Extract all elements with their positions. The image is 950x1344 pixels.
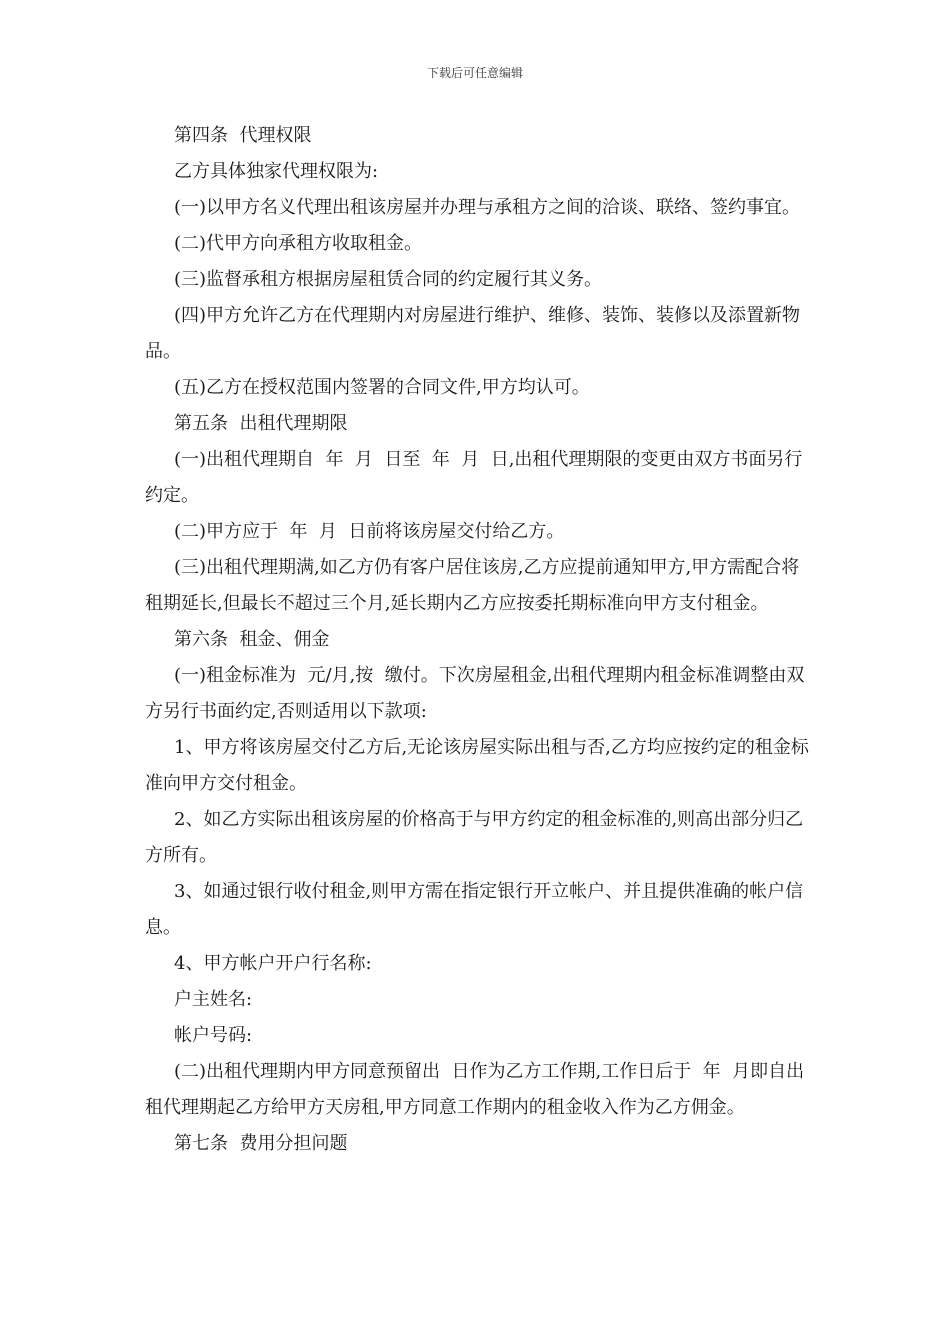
paragraph: (二)甲方应于 年 月 日前将该房屋交付给乙方。 bbox=[174, 521, 565, 542]
paragraph: (四)甲方允许乙方在代理期内对房屋进行维护、维修、装饰、装修以及添置新物品。 bbox=[145, 305, 801, 362]
paragraph: 3、如通过银行收付租金,则甲方需在指定银行开立帐户、并且提供准确的帐户信息。 bbox=[145, 881, 804, 938]
article-7-heading: 第七条 费用分担问题 bbox=[174, 1133, 348, 1154]
paragraph: 户主姓名: bbox=[174, 989, 253, 1010]
paragraph: (二)代甲方向承租方收取租金。 bbox=[174, 233, 423, 254]
paragraph: (五)乙方在授权范围内签署的合同文件,甲方均认可。 bbox=[174, 377, 590, 398]
paragraph: 帐户号码: bbox=[174, 1025, 253, 1046]
paragraph: (一)租金标准为 元/月,按 缴付。下次房屋租金,出租代理期内租金标准调整由双方另行书面约定,否则适用以下款项: bbox=[145, 665, 805, 722]
paragraph: (三)出租代理期满,如乙方仍有客户居住该房,乙方应提前通知甲方,甲方需配合将租期延长,但最长不超过三个月,延长期内乙方应按委托期标准向甲方支付租金。 bbox=[145, 557, 800, 614]
article-4-heading: 第四条 代理权限 bbox=[174, 125, 312, 146]
article-5-heading: 第五条 出租代理期限 bbox=[174, 413, 348, 434]
paragraph: 乙方具体独家代理权限为: bbox=[174, 161, 379, 182]
page-header-note: 下载后可任意编辑 bbox=[426, 66, 523, 80]
paragraph: 2、如乙方实际出租该房屋的价格高于与甲方约定的租金标准的,则高出部分归乙方所有。 bbox=[145, 809, 804, 866]
paragraph: (二)出租代理期内甲方同意预留出 日作为乙方工作期,工作日后于 年 月即自出租代理期起乙方给甲方天房租,甲方同意工作期内的租金收入作为乙方佣金。 bbox=[145, 1061, 805, 1118]
paragraph: (三)监督承租方根据房屋租赁合同的约定履行其义务。 bbox=[174, 269, 603, 290]
paragraph: 4、甲方帐户开户行名称: bbox=[174, 953, 372, 974]
document-body bbox=[145, 118, 810, 1162]
paragraph: 1、甲方将该房屋交付乙方后,无论该房屋实际出租与否,乙方均应按约定的租金标准向甲方交付租金。 bbox=[145, 737, 809, 794]
paragraph: (一)以甲方名义代理出租该房屋并办理与承租方之间的洽谈、联络、签约事宜。 bbox=[174, 197, 801, 218]
article-6-heading: 第六条 租金、佣金 bbox=[174, 629, 330, 650]
paragraph: (一)出租代理期自 年 月 日至 年 月 日,出租代理期限的变更由双方书面另行约定。 bbox=[145, 449, 803, 506]
